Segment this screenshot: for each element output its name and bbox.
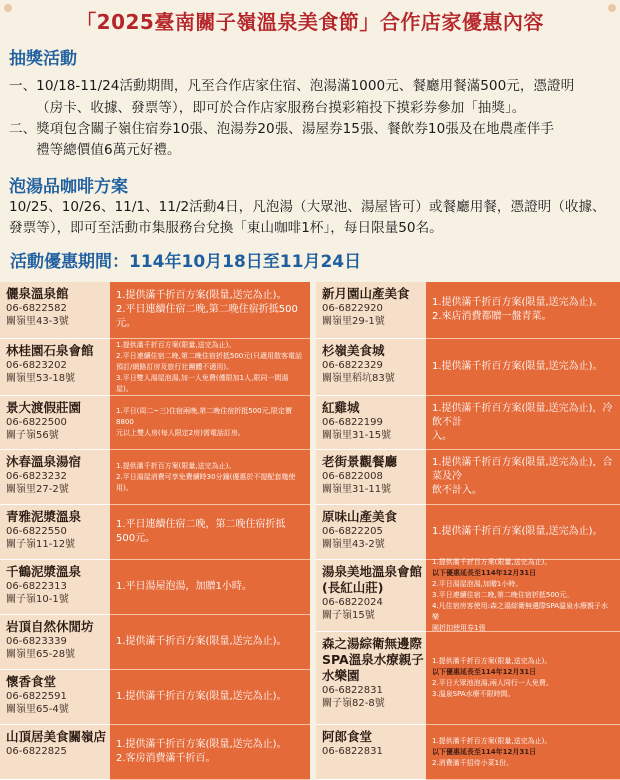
page-title: 「2025臺南關子嶺溫泉美食節」合作店家優惠內容 bbox=[76, 10, 544, 34]
store-address: 關子嶺11-12號 bbox=[6, 539, 76, 550]
store-name: 紅雞城 bbox=[322, 400, 360, 415]
store-phone: 06-6822831 bbox=[322, 685, 383, 696]
offer-item: 1.提供滿千折百方案(限量,送完為止)，冷飲不計 bbox=[432, 402, 613, 428]
offer-item: 1.提供滿千折百方案(限量,送完為止)。 bbox=[432, 526, 603, 537]
offer-item: 3.溫泉SPA水療不限時間。 bbox=[432, 690, 515, 698]
offer-item: 預訂/網路訂房及旅行社團體不適用)。 bbox=[116, 362, 234, 371]
store-info bbox=[316, 560, 426, 632]
offer-item: 1.提供滿千折百方案(限量,送完為止)。 bbox=[116, 290, 287, 301]
offer-item: 1.提供滿千折百方案(限量,送完為止)。 bbox=[116, 340, 236, 349]
coffee-heading: 泡湯品咖啡方案 bbox=[9, 177, 128, 197]
offer-item: 2.客房消費滿千折百。 bbox=[116, 753, 216, 764]
store-phone: 06-6822313 bbox=[6, 581, 67, 592]
store-address: 關嶺里稻坑83號 bbox=[322, 373, 395, 384]
store-info bbox=[0, 396, 110, 450]
lottery-heading: 抽獎活動 bbox=[9, 49, 77, 69]
store-offers bbox=[426, 632, 620, 725]
lottery-line: 二、獎項包含關子嶺住宿券10張、泡湯券20張、湯屋券15張、餐飲券10張及在地農產伴手 bbox=[9, 121, 554, 137]
store-offers bbox=[110, 670, 310, 725]
store-name: 林桂園石泉會館 bbox=[6, 343, 94, 358]
lottery-line: 禮等總價值6萬元好禮。 bbox=[36, 142, 181, 158]
store-phone: 06-6822500 bbox=[6, 417, 67, 428]
store-info bbox=[0, 725, 110, 780]
store-offers bbox=[426, 396, 620, 450]
store-info bbox=[0, 670, 110, 725]
store-phone: 06-6822591 bbox=[6, 691, 67, 702]
offer-item: 2.平日連續住宿二晚,第二晚住宿折抵500元(只適用散客電話 bbox=[116, 351, 302, 360]
offer-item: 1.提供滿千折百方案(限量,送完為止)。 bbox=[432, 558, 552, 566]
store-phone: 06-6823202 bbox=[6, 360, 67, 371]
store-info bbox=[0, 339, 110, 396]
store-name: 千鶴泥漿溫泉 bbox=[6, 564, 82, 579]
offer-item: 1.提供滿千折百方案(限量,送完為止)。 bbox=[432, 361, 603, 372]
store-offers bbox=[110, 450, 310, 505]
store-name: 杉嶺美食城 bbox=[322, 343, 385, 358]
store-address: 關嶺里53-18號 bbox=[6, 373, 76, 384]
offer-item: 1.提供滿千折百方案(限量,送完為止)。 bbox=[432, 657, 552, 665]
offer-item: 2.來店消費都贈一盤青菜。 bbox=[432, 311, 552, 322]
store-name: 山頂居美食關嶺店 bbox=[6, 729, 107, 744]
store-name: 阿郎食堂 bbox=[322, 729, 373, 744]
store-offers bbox=[426, 560, 620, 632]
column-divider bbox=[310, 282, 316, 761]
store-info bbox=[316, 282, 426, 339]
store-offers bbox=[426, 725, 620, 780]
store-name: 新月園山產美食 bbox=[322, 286, 410, 301]
store-name: 儷泉溫泉館 bbox=[6, 286, 69, 301]
offer-item: 2.消費滿千招待小菜1份。 bbox=[432, 758, 514, 767]
store-offers bbox=[110, 725, 310, 780]
store-name: 懷香食堂 bbox=[6, 674, 57, 689]
store-address: 關嶺里31-15號 bbox=[322, 430, 392, 441]
store-info bbox=[0, 615, 110, 670]
offer-item: 1.提供滿千折百方案(限量,送完為止)。 bbox=[432, 736, 552, 745]
store-name: (長紅山莊) bbox=[322, 580, 384, 595]
store-phone: 06-6822550 bbox=[6, 526, 67, 537]
offer-item: 2.平日湯屋泡湯,加贈1小時。 bbox=[432, 580, 523, 588]
store-address: 關子嶺56號 bbox=[6, 430, 59, 441]
store-name: 青雅泥漿溫泉 bbox=[6, 509, 82, 524]
store-name: 原味山產美食 bbox=[322, 509, 398, 524]
store-phone: 06-6823232 bbox=[6, 471, 67, 482]
offer-item: 1.平日(周二~三)住宿兩晚,第二晚住宿折抵500元,限定價8800 bbox=[116, 407, 292, 426]
store-address: 關嶺里65-28號 bbox=[6, 649, 76, 660]
store-info bbox=[316, 725, 426, 780]
offer-item: 元以上雙人房(每人限定2房)需電話訂房。 bbox=[116, 429, 245, 437]
offer-item: 2.平日湯屋消費可享免費續時30分鐘(優惠於不提配套幾使用)。 bbox=[116, 472, 296, 492]
store-name: 水樂園 bbox=[322, 668, 360, 683]
store-info bbox=[316, 339, 426, 396]
coffee-line: 10/25、10/26、11/1、11/2活動4日，凡泡湯（大眾池、湯屋皆可）或餐廳用餐，憑證明（收據、 bbox=[9, 199, 606, 215]
store-address: 關子嶺15號 bbox=[322, 610, 375, 621]
store-name: SPA溫泉水療親子 bbox=[322, 652, 424, 667]
store-name: 岩頂自然休閒坊 bbox=[6, 619, 94, 634]
store-name: 景大渡假莊園 bbox=[6, 400, 82, 415]
store-info bbox=[0, 450, 110, 505]
offer-item: 以下優惠延長至114年12月31日 bbox=[432, 747, 537, 756]
offer-item: 1.提供滿千折百方案(限量,送完為止)。 bbox=[432, 297, 603, 308]
offer-item: 1.提供滿千折百方案(限量,送完為止)。 bbox=[116, 739, 287, 750]
store-name: 老街景觀餐廳 bbox=[322, 454, 398, 469]
store-phone: 06-6823339 bbox=[6, 636, 67, 647]
store-phone: 06-6822831 bbox=[322, 746, 383, 757]
store-address: 關子嶺10-1號 bbox=[6, 594, 69, 605]
store-address: 關嶺里43-3號 bbox=[6, 316, 69, 327]
store-info bbox=[316, 450, 426, 505]
store-address: 關子嶺82-8號 bbox=[322, 698, 385, 709]
lottery-line: （房卡、收據、發票等），即可於合作店家服務台摸彩箱投下摸彩券參加「抽獎」。 bbox=[36, 100, 526, 116]
offer-item: 1.平日連續住宿二晚，第二晚住宿折抵500元。 bbox=[116, 519, 286, 544]
offer-item: 3.平日雙人湯屋泡湯,加一人免費(僅限加1人,限同一間湯屋)。 bbox=[116, 373, 289, 393]
offer-item: 以下優惠延長至114年12月31日 bbox=[432, 569, 537, 577]
store-address: 關嶺里65-4號 bbox=[6, 704, 69, 715]
store-info bbox=[0, 560, 110, 615]
store-phone: 06-6822920 bbox=[322, 303, 383, 314]
store-name: 湯泉美地溫泉會館 bbox=[322, 564, 423, 579]
offer-item: 2.平日連續住宿二晚,第二晚住宿折抵500元。 bbox=[116, 304, 298, 329]
offer-item: 園折扣使用券1張 bbox=[432, 624, 486, 632]
store-offers bbox=[110, 615, 310, 670]
store-offers bbox=[110, 339, 310, 396]
store-offers bbox=[426, 339, 620, 396]
period-heading: 活動優惠期間：114年10月18日至11月24日 bbox=[10, 252, 362, 272]
store-phone: 06-6822024 bbox=[322, 597, 383, 608]
store-phone: 06-6822199 bbox=[322, 417, 383, 428]
store-info bbox=[316, 505, 426, 560]
store-offers bbox=[110, 560, 310, 615]
offer-item: 4.凡住宿房客使用:森之湯綜衛無邊際SPA溫泉水療親子水樂 bbox=[432, 602, 609, 621]
store-phone: 06-6822825 bbox=[6, 746, 67, 757]
store-offers bbox=[426, 450, 620, 505]
store-phone: 06-6822205 bbox=[322, 526, 383, 537]
store-offers bbox=[426, 505, 620, 560]
store-address: 關嶺里43-2號 bbox=[322, 539, 385, 550]
offer-item: 入。 bbox=[432, 430, 452, 442]
store-address: 關嶺里27-2號 bbox=[6, 484, 69, 495]
lottery-line: 一、10/18-11/24活動期間，凡至合作店家住宿、泡湯滿1000元、餐廳用餐滿500元，憑證明 bbox=[9, 78, 575, 94]
store-info bbox=[0, 505, 110, 560]
store-offers bbox=[110, 505, 310, 560]
offer-item: 飲不計入。 bbox=[432, 485, 482, 496]
store-info bbox=[0, 282, 110, 339]
store-offers bbox=[110, 396, 310, 450]
offer-item: 1.提供滿千折百方案(限量,送完為止)。 bbox=[116, 691, 287, 702]
store-address: 關嶺里31-11號 bbox=[322, 484, 392, 495]
offer-item: 1.提供滿千折百方案(限量,送完為止)，合菜及冷 bbox=[432, 457, 613, 482]
coffee-line: 發票等），即可至活動市集服務台兌換「東山咖啡1杯」，每日限量50名。 bbox=[9, 220, 443, 236]
offer-item: 以下優惠延長至114年12月31日 bbox=[432, 668, 537, 676]
offer-item: 2.平日大眾池泡湯,兩人同行一人免費。 bbox=[432, 679, 553, 687]
offer-item: 1.提供滿千折百方案(限量,送完為止)。 bbox=[116, 461, 236, 470]
store-phone: 06-6822582 bbox=[6, 303, 67, 314]
store-address: 關嶺里29-1號 bbox=[322, 316, 385, 327]
store-name: 森之湯綜衛無邊際 bbox=[322, 636, 423, 651]
store-info bbox=[316, 632, 426, 725]
offer-item: 3.平日連續住宿二晚,第二晚住宿折抵500元。 bbox=[432, 591, 574, 599]
store-name: 沐春溫泉湯宿 bbox=[6, 454, 82, 469]
store-offers bbox=[110, 282, 310, 339]
offer-item: 1.平日湯屋泡湯，加贈1小時。 bbox=[116, 581, 252, 592]
store-phone: 06-6822329 bbox=[322, 360, 383, 371]
store-info bbox=[316, 396, 426, 450]
offer-item: 1.提供滿千折百方案(限量,送完為止)。 bbox=[116, 636, 287, 647]
store-phone: 06-6822008 bbox=[322, 471, 383, 482]
store-offers bbox=[426, 282, 620, 339]
